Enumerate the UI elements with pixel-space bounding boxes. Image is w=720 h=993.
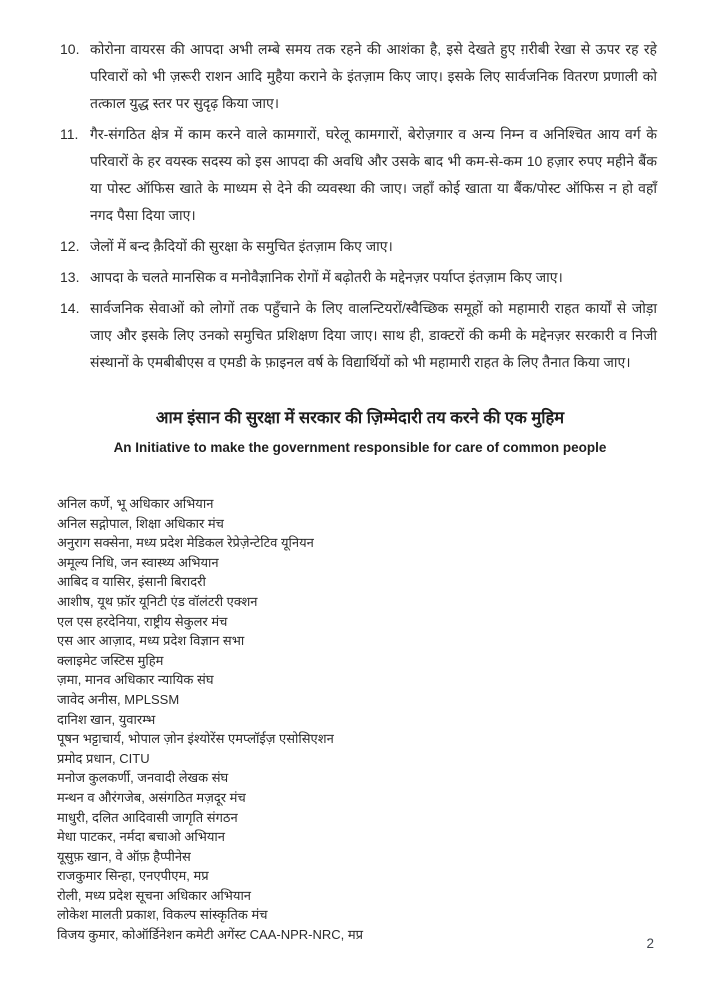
signatory-line: अमूल्य निधि, जन स्वास्थ्य अभियान [57,554,219,570]
campaign-title-hindi: आम इंसान की सुरक्षा में सरकार की ज़िम्मेदारी तय करने की एक मुहिम [155,409,565,427]
demand-number: 13. [60,269,80,285]
demand-item [60,121,657,229]
demands-list [60,36,657,380]
demand-text: सार्वजनिक सेवाओं को लोगों तक पहुँचाने के लिए वालन्टियरों/स्वैच्छिक समूहों को महामारी राहत कार्यों से जोड़ा जाए और इसके लिए उनको समुचित प्रशिक्षण दिया जाए। साथ ही, डाक्टरों की कमी के मद्देनज़र सरकारी व निजी संस्थानों के एमबीबीएस व एमडी के फ़ाइनल वर्ष के विद्यार्थियों को भी महामारी राहत के लिए तैनात किया जाए। [90,300,657,370]
signatory-line: मेधा पाटकर, नर्मदा बचाओ अभियान [57,829,225,845]
signatory-line: आशीष, यूथ फ़ॉर यूनिटी एंड वॉलंटरी एक्शन [57,593,258,609]
demand-item [60,36,657,117]
signatory-line: माधुरी, दलित आदिवासी जागृति संगठन [57,809,238,825]
signatory-line: जावेद अनीस, MPLSSM [57,691,180,707]
signatory-line: पूषन भट्टाचार्य, भोपाल ज़ोन इंश्योरेंस एमप्लॉईज़ एसोसिएशन [57,731,334,747]
signatory-line: यूसुफ़ खान, वे ऑफ़ हैप्पीनेस [57,848,191,864]
signatory-line: आबिद व यासिर, इंसानी बिरादरी [57,574,206,590]
demand-number: 11. [60,126,79,142]
demand-text: कोरोना वायरस की आपदा अभी लम्बे समय तक रहने की आशंका है, इसे देखते हुए ग़रीबी रेखा से ऊपर रह रहे परिवारों को भी ज़रूरी राशन आदि मुहैया कराने के इंतज़ाम किए जाए। इसके लिए सार्वजनिक वितरण प्रणाली को तत्काल युद्ध स्तर पर सुदृढ़ किया जाए। [90,41,657,111]
campaign-title-english: An Initiative to make the government responsible for care of common people [113,440,607,455]
signatories-list [57,494,680,945]
signatory-line: लोकेश मालती प्रकाश, विकल्प सांस्कृतिक मंच [57,907,268,923]
demand-number: 12. [60,238,80,254]
signatory-line: राजकुमार सिन्हा, एनएपीएम, मप्र [57,868,209,884]
demand-text: जेलों में बन्द क़ैदियों की सुरक्षा के समुचित इंतज़ाम किए जाए। [90,238,393,254]
signatory-line: क्लाइमेट जस्टिस मुहिम [57,652,164,668]
demand-item [60,233,657,260]
demand-number: 10. [60,41,80,57]
signatory-line: विजय कुमार, कोऑर्डिनेशन कमेटी अगेंस्ट CAA-NPR-NRC, मप्र [57,927,364,943]
signatory-line: दानिश खान, युवारम्भ [57,711,156,727]
demand-text: गैर-संगठित क्षेत्र में काम करने वाले कामगारों, घरेलू कामगारों, बेरोज़गार व अन्य निम्न व अनिश्चित आय वर्ग के परिवारों के हर वयस्क सदस्य को इस आपदा की अवधि और उसके बाद भी कम-से-कम 10 हज़ार रुपए महीने बैंक या पोस्ट ऑफिस खाते के माध्यम से देने की व्यवस्था की जाए। जहाँ कोई खाता या बैंक/पोस्ट ऑफिस न हो वहाँ नगद पैसा दिया जाए। [90,126,657,223]
signatory-line: अनिल कर्णे, भू अधिकार अभियान [57,496,214,511]
demand-item [60,264,657,291]
signatory-line: अनिल सद्गोपाल, शिक्षा अधिकार मंच [57,515,224,531]
signatory-line: ज़मा, मानव अधिकार न्यायिक संघ [57,672,214,688]
signatory-line: मनोज कुलकर्णी, जनवादी लेखक संघ [57,770,229,786]
signatory-line: एल एस हरदेनिया, राष्ट्रीय सेकुलर मंच [57,613,228,629]
signatory-line: एस आर आज़ाद, मध्य प्रदेश विज्ञान सभा [57,633,245,649]
demand-text: आपदा के चलते मानसिक व मनोवैज्ञानिक रोगों में बढ़ोतरी के मद्देनज़र पर्याप्त इंतज़ाम किए जाए। [90,269,563,285]
signatory-line: मन्थन व औरंगजेब, असंगठित मज़दूर मंच [57,789,246,805]
signatory-line: रोली, मध्य प्रदेश सूचना अधिकार अभियान [57,887,252,903]
demand-item [60,295,657,376]
signatory-line: प्रमोद प्रधान, CITU [57,750,150,766]
page-number: 2 [646,936,654,951]
demand-number: 14. [60,300,80,316]
signatory-line: अनुराग सक्सेना, मध्य प्रदेश मेडिकल रेप्रेज़ेन्टेटिव यूनियन [57,535,314,551]
